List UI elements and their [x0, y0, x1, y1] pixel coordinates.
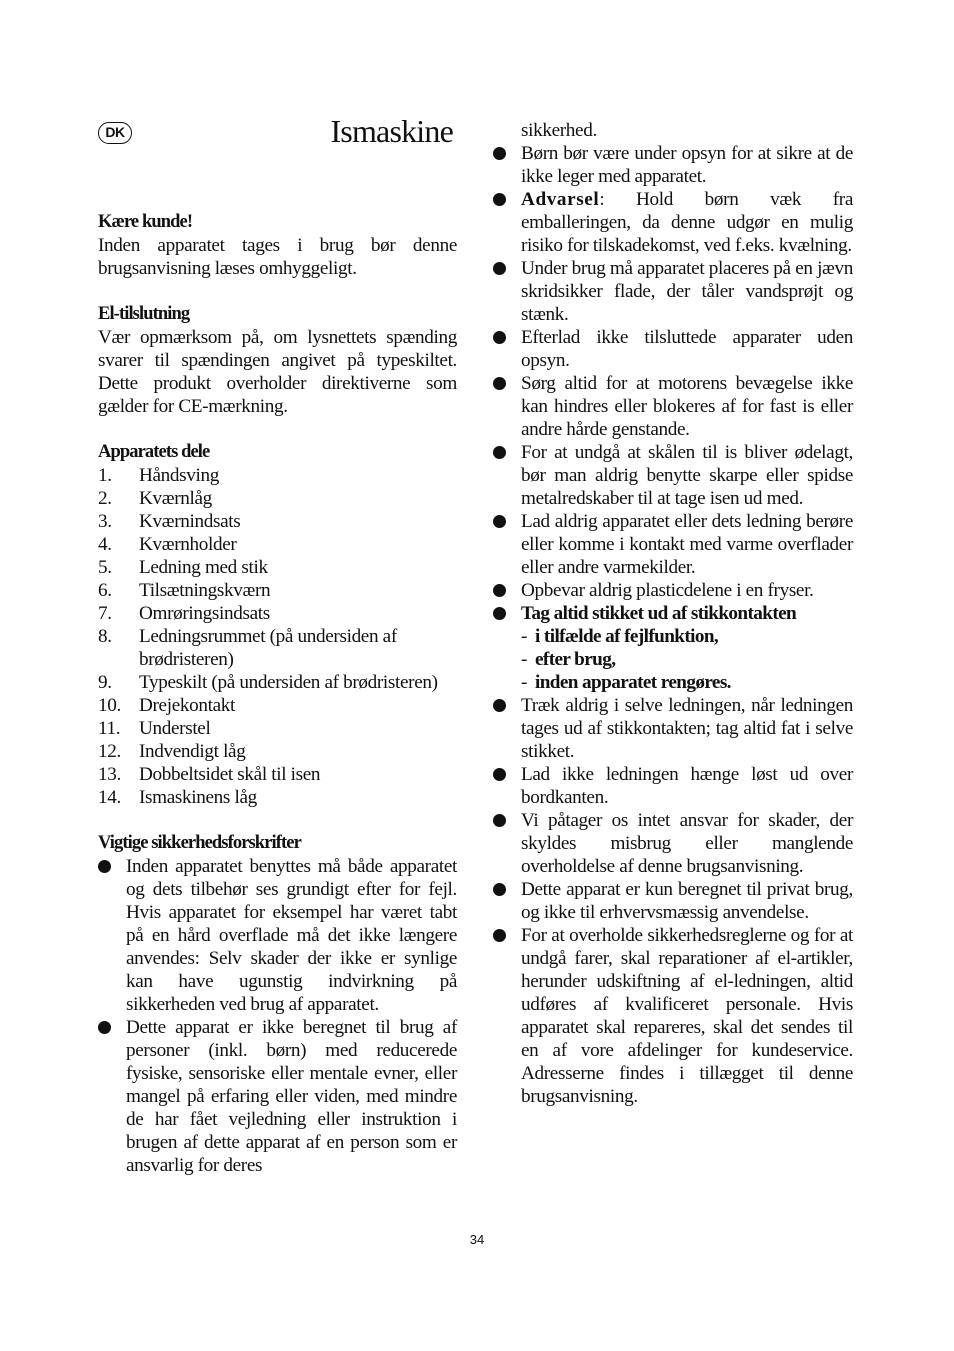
item-label: Håndsving — [139, 465, 219, 486]
list-item — [98, 1016, 457, 1177]
item-text: For at undgå at skålen til is bliver ødelagt, bør man aldrig benytte skarpe eller spidse metalredskaber til at tage isen ud med. — [521, 442, 853, 509]
list-item — [493, 188, 853, 257]
list-item — [98, 625, 457, 671]
bullet-icon — [493, 331, 506, 344]
item-label: Kværnholder — [139, 534, 237, 555]
unplug-subitem: - efter brug, — [521, 649, 616, 670]
item-label: Understel — [139, 718, 211, 739]
country-badge: DK — [98, 122, 132, 144]
bullet-icon — [493, 377, 506, 390]
list-item — [98, 579, 457, 602]
list-item — [493, 372, 853, 441]
list-item — [98, 763, 457, 786]
list-item — [98, 464, 457, 487]
list-item — [493, 694, 853, 763]
list-item — [493, 257, 853, 326]
list-item — [98, 533, 457, 556]
warning-text: : Hold børn væk fra emballeringen, da denne udgør en mulig risiko for tilskadekomst, ved f.eks. kvælning. — [521, 189, 853, 256]
list-item — [98, 740, 457, 763]
item-label: Ismaskinens låg — [139, 787, 257, 808]
item-label: Kværnlåg — [139, 488, 212, 509]
item-text: For at overholde sikkerhedsreglerne og for at undgå farer, skal reparationer af el-artikler, herunder udskiftning af el-ledningen, altid udføres af kvalificeret personale. Hvis apparatet skal repareres, skal det sendes til en af vore afdelinger for kundeservice. Adresserne findes i tillægget til denne brugsanvisning. — [521, 925, 853, 1107]
list-item — [98, 855, 457, 1016]
list-item — [493, 809, 853, 878]
item-label: Tilsætningskværn — [139, 580, 271, 601]
item-number: 1. — [98, 465, 112, 486]
item-number: 3. — [98, 511, 112, 532]
item-text: Lad aldrig apparatet eller dets ledning berøre eller komme i kontakt med varme overflader eller andre varmekilder. — [521, 511, 853, 578]
item-label: Indvendigt låg — [139, 741, 246, 762]
item-number: 10. — [98, 695, 121, 716]
item-number: 7. — [98, 603, 112, 624]
item-number: 12. — [98, 741, 121, 762]
safety-list-right — [493, 142, 853, 1108]
list-item — [98, 602, 457, 625]
unplug-subitem-text: efter brug, — [535, 649, 616, 670]
unplug-subitem: - i tilfælde af fejlfunktion, — [521, 626, 719, 647]
electric-heading: El-tilslutning — [98, 304, 190, 324]
item-label: Omrøringsindsats — [139, 603, 270, 624]
list-item — [98, 556, 457, 579]
bullet-icon — [493, 262, 506, 275]
item-text: Inden apparatet benyttes må både apparatet og dets tilbehør ses grundigt efter for fejl. Hvis apparatet for eksempel har været tabt på en hård overflade må det ikke længere anvendes: Selv skader der ikke er synlige kan have ugunstig indvirkning på sikkerheden ved brug af apparatet. — [126, 856, 457, 1015]
bullet-icon — [493, 584, 506, 597]
list-item — [98, 510, 457, 533]
item-label: Ledningsrummet (på undersiden af brødristeren) — [139, 626, 397, 670]
page-number: 34 — [469, 1232, 485, 1247]
page-title: Ismaskine — [330, 113, 453, 149]
list-item — [98, 671, 457, 694]
bullet-icon — [493, 883, 506, 896]
item-label: Typeskilt (på undersiden af brødristeren) — [139, 672, 438, 693]
item-number: 13. — [98, 764, 121, 785]
parts-heading: Apparatets dele — [98, 442, 210, 462]
warning-label: Advarsel — [521, 189, 600, 210]
bullet-icon — [98, 860, 111, 873]
item-number: 9. — [98, 672, 112, 693]
bullet-icon — [493, 515, 506, 528]
item-text: Under brug må apparatet placeres på en jævn skridsikker flade, der tåler vandsprøjt og stænk. — [521, 258, 853, 325]
bullet-icon — [493, 814, 506, 827]
bullet-icon — [493, 607, 506, 620]
item-number: 14. — [98, 787, 121, 808]
item-number: 5. — [98, 557, 112, 578]
item-label: Kværnindsats — [139, 511, 241, 532]
list-item — [493, 878, 853, 924]
bullet-icon — [493, 446, 506, 459]
electric-text: Vær opmærksom på, om lysnettets spænding svarer til spændingen angivet på typeskiltet. Dette produkt overholder direktiverne som gælder for CE-mærkning. — [98, 327, 457, 417]
bullet-icon — [98, 1021, 111, 1034]
list-item — [493, 441, 853, 510]
unplug-subitem-text: i tilfælde af fejlfunktion, — [535, 626, 719, 647]
bullet-icon — [493, 147, 506, 160]
list-item — [98, 717, 457, 740]
list-item — [493, 142, 853, 188]
item-label: Drejekontakt — [139, 695, 235, 716]
parts-list — [98, 464, 457, 809]
left-column — [98, 211, 457, 1177]
item-text: Dette apparat er kun beregnet til privat brug, og ikke til erhvervsmæssig anvendelse. — [521, 879, 853, 923]
item-text: Børn bør være under opsyn for at sikre at de ikke leger med apparatet. — [521, 143, 853, 187]
item-text: Efterlad ikke tilsluttede apparater uden opsyn. — [521, 327, 853, 371]
list-item — [98, 694, 457, 717]
list-item — [98, 786, 457, 809]
bullet-icon — [493, 699, 506, 712]
list-item — [493, 763, 853, 809]
unplug-subitem: - inden apparatet rengøres. — [521, 672, 731, 693]
safety-heading: Vigtige sikkerhedsforskrifter — [98, 833, 301, 853]
unplug-heading: Tag altid stikket ud af stikkontakten — [521, 603, 797, 624]
list-item — [98, 487, 457, 510]
item-text: Dette apparat er ikke beregnet til brug af personer (inkl. børn) med reducerede fysiske, sensoriske eller mentale evner, eller mangel på erfaring eller viden, med mindre de har fået vejledning eller instruktion i brugen af dette apparat af en person som er ansvarlig for deres — [126, 1017, 457, 1176]
list-item — [493, 602, 853, 694]
item-text: Sørg altid for at motorens bevægelse ikke kan hindres eller blokeres af for fast is eller andre hårde genstande. — [521, 373, 853, 440]
bullet-icon — [493, 929, 506, 942]
list-item — [493, 924, 853, 1108]
list-item — [493, 510, 853, 579]
item-number: 4. — [98, 534, 112, 555]
list-item — [493, 579, 853, 602]
item-text: Lad ikke ledningen hænge løst ud over bordkanten. — [521, 764, 853, 808]
right-column — [493, 119, 853, 1108]
list-item — [493, 326, 853, 372]
item-number: 2. — [98, 488, 112, 509]
item-number: 11. — [98, 718, 121, 739]
continuation-text: sikkerhed. — [521, 120, 597, 141]
greeting-heading: Kære kunde! — [98, 212, 193, 232]
unplug-subitem-text: inden apparatet rengøres. — [535, 672, 731, 693]
item-text: Træk aldrig i selve ledningen, når ledningen tages ud af stikkontakten; tag altid fat i selve stikket. — [521, 695, 853, 762]
bullet-icon — [493, 193, 506, 206]
item-number: 6. — [98, 580, 112, 601]
bullet-icon — [493, 768, 506, 781]
safety-list-left — [98, 855, 457, 1177]
item-text: Opbevar aldrig plasticdelene i en fryser. — [521, 580, 814, 601]
item-label: Ledning med stik — [139, 557, 268, 578]
greeting-text: Inden apparatet tages i brug bør denne brugsanvisning læses omhyggeligt. — [98, 235, 457, 279]
item-number: 8. — [98, 626, 112, 647]
item-label: Dobbeltsidet skål til isen — [139, 764, 321, 785]
item-text: Vi påtager os intet ansvar for skader, der skyldes misbrug eller manglende overholdelse af denne brugsanvisning. — [521, 810, 853, 877]
